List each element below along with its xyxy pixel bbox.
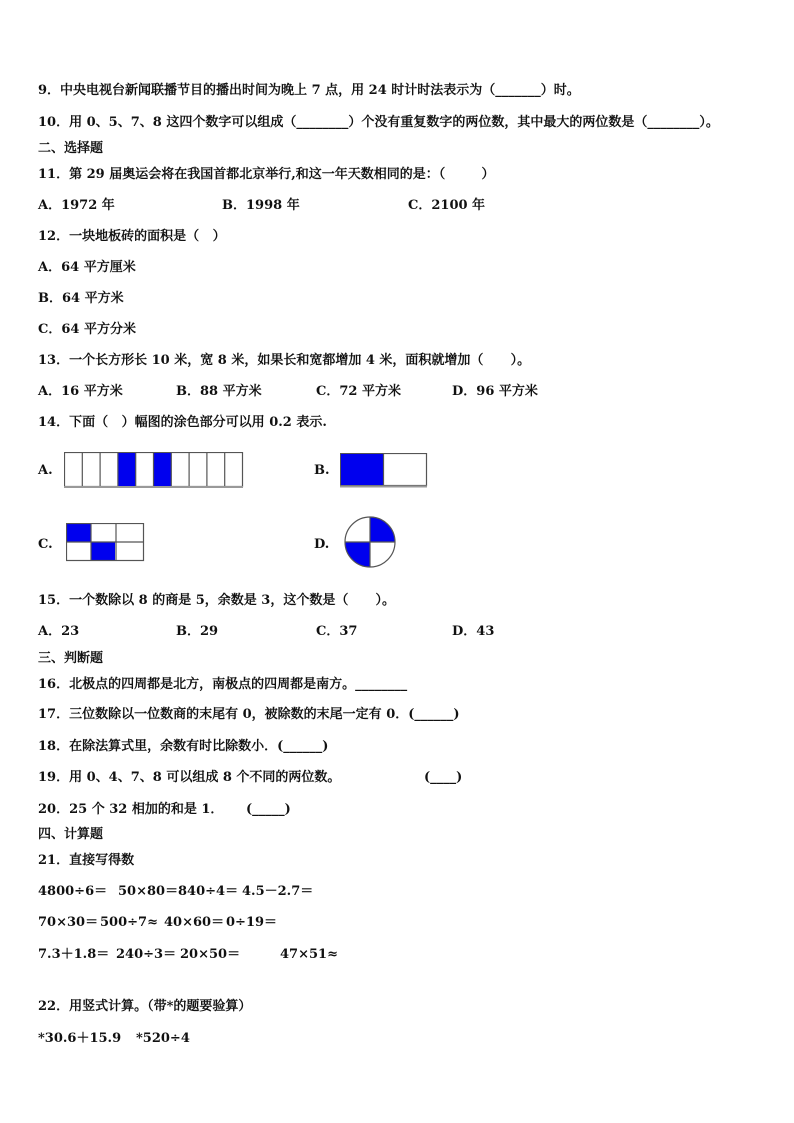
q14-label-b: B. bbox=[314, 463, 330, 478]
calc-item: 0÷19＝ bbox=[226, 915, 278, 930]
question-17: 17．三位数除以一位数商的末尾有 0，被除数的末尾一定有 0．(______) bbox=[38, 707, 460, 722]
calc-item: 70×30＝ bbox=[38, 915, 99, 930]
q14-figure-d bbox=[344, 514, 398, 572]
question-16: 16．北极点的四周都是北方，南极点的四周都是南方。________ bbox=[38, 677, 408, 692]
q12-option-a: A．64 平方厘米 bbox=[38, 260, 136, 275]
calc-item: 840÷4＝ bbox=[178, 884, 239, 899]
q15-option-b: B．29 bbox=[176, 624, 219, 639]
q13-option-c: C．72 平方米 bbox=[316, 384, 401, 399]
question-13: 13．一个长方形长 10 米，宽 8 米，如果长和宽都增加 4 米，面积就增加（ ）。 bbox=[38, 353, 531, 368]
q11-option-c: C．2100 年 bbox=[408, 198, 486, 213]
q20-answer-blank: (_____) bbox=[246, 802, 291, 817]
q12-option-b: B．64 平方米 bbox=[38, 291, 124, 306]
question-20: 20．25 个 32 相加的和是 1． bbox=[38, 802, 224, 817]
calc-item: 50×80＝ bbox=[118, 884, 179, 899]
q11-option-b: B．1998 年 bbox=[222, 198, 300, 213]
question-18: 18．在除法算式里，余数有时比除数小．(______) bbox=[38, 739, 329, 754]
q14-label-d: D. bbox=[314, 537, 330, 552]
question-12: 12．一块地板砖的面积是（ ） bbox=[38, 229, 226, 244]
calc-item: 40×60＝ bbox=[164, 915, 225, 930]
q11-option-a: A．1972 年 bbox=[38, 198, 115, 213]
question-9: 9．中央电视台新闻联播节目的播出时间为晚上 7 点，用 24 时计时法表示为（_______）时。 bbox=[38, 83, 580, 98]
calc-item: 500÷7≈ bbox=[100, 915, 158, 930]
section-heading-choice: 二、选择题 bbox=[38, 141, 104, 156]
q15-option-d: D．43 bbox=[452, 624, 495, 639]
q15-option-a: A．23 bbox=[38, 624, 80, 639]
q14-label-c: C. bbox=[38, 537, 53, 552]
q14-figure-a bbox=[64, 452, 244, 490]
calc-item: 20×50＝ bbox=[180, 947, 241, 962]
section-heading-judge: 三、判断题 bbox=[38, 651, 104, 666]
q13-option-a: A．16 平方米 bbox=[38, 384, 123, 399]
calc-item: 240÷3＝ bbox=[116, 947, 177, 962]
question-10: 10．用 0、5、7、8 这四个数字可以组成（________）个没有重复数字的两位数，其中最大的两位数是（________）。 bbox=[38, 115, 719, 130]
question-14: 14．下面（ ）幅图的涂色部分可以用 0.2 表示. bbox=[38, 415, 327, 430]
q14-label-a: A. bbox=[38, 463, 53, 478]
vertical-calc-item: *30.6＋15.9 bbox=[38, 1031, 122, 1046]
q13-option-d: D．96 平方米 bbox=[452, 384, 538, 399]
question-22: 22．用竖式计算。（带*的题要验算） bbox=[38, 999, 252, 1014]
calc-item: 47×51≈ bbox=[280, 947, 338, 962]
vertical-calc-item: *520÷4 bbox=[136, 1031, 190, 1046]
calc-item: 4.5－2.7＝ bbox=[242, 884, 314, 899]
calc-item: 7.3＋1.8＝ bbox=[38, 947, 110, 962]
q12-option-c: C．64 平方分米 bbox=[38, 322, 136, 337]
section-heading-calc: 四、计算题 bbox=[38, 827, 104, 842]
calc-item: 4800÷6＝ bbox=[38, 884, 108, 899]
q14-figure-c bbox=[66, 523, 146, 563]
question-21: 21．直接写得数 bbox=[38, 853, 135, 868]
q19-answer-blank: (____) bbox=[424, 770, 463, 785]
q13-option-b: B．88 平方米 bbox=[176, 384, 262, 399]
question-19: 19．用 0、4、7、8 可以组成 8 个不同的两位数。 bbox=[38, 770, 341, 785]
question-11: 11．第 29 届奥运会将在我国首都北京举行,和这一年天数相同的是：（ ） bbox=[38, 167, 495, 182]
question-15: 15．一个数除以 8 的商是 5，余数是 3，这个数是（ ）。 bbox=[38, 593, 395, 608]
q14-figure-b bbox=[340, 453, 428, 489]
q15-option-c: C．37 bbox=[316, 624, 358, 639]
